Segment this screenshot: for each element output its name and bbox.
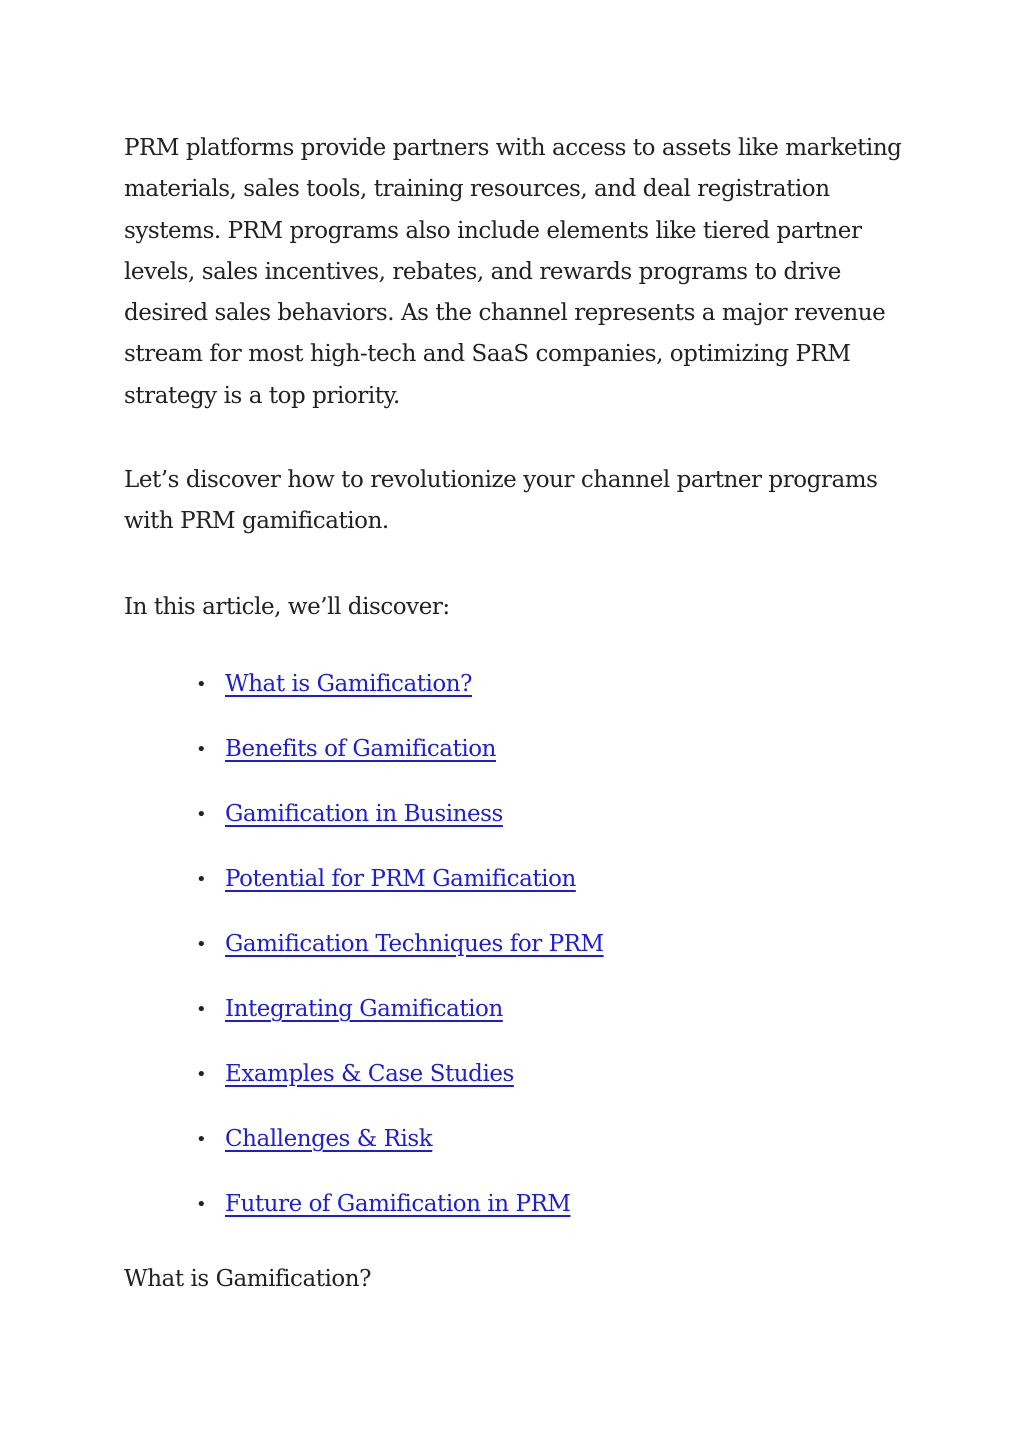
toc-link-potential-for-prm-gamification[interactable]: Potential for PRM Gamification <box>225 865 576 892</box>
toc-item <box>124 1053 924 1118</box>
toc-link-challenges-risk[interactable]: Challenges & Risk <box>225 1125 433 1152</box>
bullet-icon: • <box>196 738 207 760</box>
bullet-icon: • <box>196 868 207 890</box>
table-of-contents <box>124 663 924 1248</box>
toc-item <box>124 858 924 923</box>
toc-intro-paragraph: In this article, we’ll discover: <box>124 593 450 620</box>
bullet-icon: • <box>196 803 207 825</box>
bullet-icon: • <box>196 1063 207 1085</box>
bullet-icon: • <box>196 933 207 955</box>
bullet-icon: • <box>196 673 207 695</box>
toc-link-examples-case-studies[interactable]: Examples & Case Studies <box>225 1060 514 1087</box>
toc-item <box>124 1118 924 1183</box>
bullet-icon: • <box>196 998 207 1020</box>
toc-item <box>124 988 924 1053</box>
toc-link-what-is-gamification[interactable]: What is Gamification? <box>225 670 473 697</box>
section-heading: What is Gamification? <box>124 1265 372 1292</box>
toc-item <box>124 728 924 793</box>
lead-paragraph: Let’s discover how to revolutionize your channel partner programs with PRM gamification. <box>124 467 878 535</box>
bullet-icon: • <box>196 1128 207 1150</box>
toc-link-gamification-in-business[interactable]: Gamification in Business <box>225 800 503 827</box>
toc-link-integrating-gamification[interactable]: Integrating Gamification <box>225 995 503 1022</box>
intro-paragraph: PRM platforms provide partners with access to assets like marketing materials, sales tools, training resources, and deal registration systems. PRM programs also include elements like tiered partner levels, sales incentives, rebates, and rewards programs to drive desired sales behaviors. As the channel represents a major revenue stream for most high-tech and SaaS companies, optimizing PRM strategy is a top priority. <box>124 135 902 409</box>
toc-item <box>124 923 924 988</box>
toc-item <box>124 663 924 728</box>
toc-link-future-of-gamification-in-prm[interactable]: Future of Gamification in PRM <box>225 1190 571 1217</box>
toc-link-gamification-techniques-for-prm[interactable]: Gamification Techniques for PRM <box>225 930 604 957</box>
toc-link-benefits-of-gamification[interactable]: Benefits of Gamification <box>225 735 497 762</box>
toc-item <box>124 1183 924 1248</box>
article-body <box>124 128 924 1301</box>
bullet-icon: • <box>196 1193 207 1215</box>
toc-item <box>124 793 924 858</box>
